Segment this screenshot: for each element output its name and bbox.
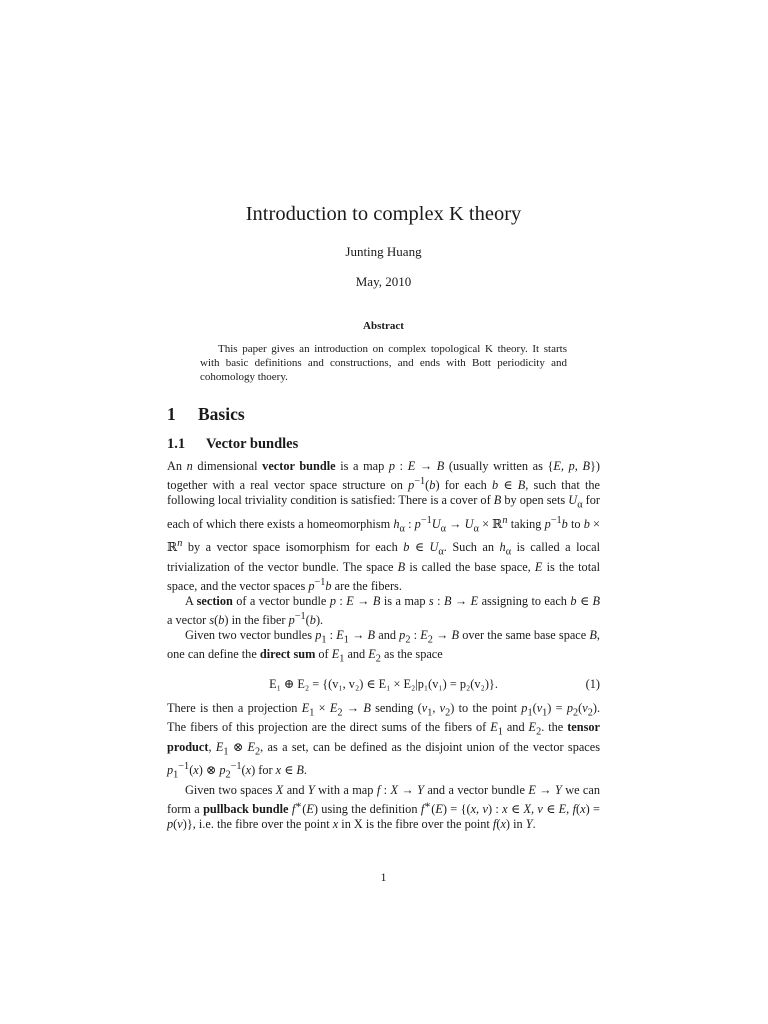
subsection-heading [167,434,298,454]
section-title: Basics [198,404,245,424]
section-heading [167,402,245,426]
subsection-title: Vector bundles [206,436,299,452]
abstract-heading: Abstract [363,320,404,332]
paper-author: Junting Huang [345,244,422,259]
equation-1 [167,667,600,701]
subsection-number: 1.1 [167,436,186,452]
paper-page [167,0,600,1024]
section-number: 1 [167,404,176,424]
page-number: 1 [380,870,387,884]
paragraph-pullback: Given two spaces X and Y with a map f : X → Y and a vector bundle E → Y we can form a pullback bundle f∗(E) using the definition f∗(E) = {(x, v) : x ∈ X, v ∈ E, f(x) = p(v)}, i.e. the fibre over the point x in X is the fibre over the point f(x) in Y. [167,782,600,831]
equation-number: (1) [585,676,600,691]
equation-text: E₁ ⊕ E₂ = {(v₁, v₂) ∈ E₁ × E₂|p₁(v₁) = p₂(v₂)}. [269,676,498,691]
paper-date: May, 2010 [355,274,412,289]
section-body [167,459,600,832]
paragraph-direct-sum: Given two vector bundles $p_1$ : $E_1 \to B$ and $p_2$ : $E_2 \to B$ over the same base space B, one can define the direct sum of $E_1$ and $E_2$ as the space [167,627,600,665]
paragraph-vector-bundle: An n dimensional vector bundle is a map p : E → B (usually written as {E, p, B}) together with a real vector space structure on $p^{-1}(b)$ for each b ∈ B, such that the following local triviality condition is satisfied: There is a cover of B by open sets $U_\alpha$ for each of which there exists a homeomorphism $h_\alpha$ : $p^{-1}U_\alpha \to U_\alpha$ × ℝ$^n$ taking $p^{-1}b$ to b × ℝ$^n$ by a vector space isomorphism for each b ∈ $U_\alpha$. Such an $h_\alpha$ is called a local trivialization of the vector bundle. The space B is called the base space, E is the total space, and the vector spaces $p^{-1}b$ are the fibers. [167,459,600,593]
abstract-text-content: This paper gives an introduction on complex topological K theory. It starts with basic definitions and constructions, and ends with Bott periodicity and cohomology thoery. [200,343,567,384]
paragraph-tensor-product: There is then a projection $E_1 \times E_2 \to B$ sending ($v_1$, $v_2$) to the point $p_1(v_1) = p_2(v_2)$. The fibers of this projection are the direct sums of the fibers of $E_1$ and $E_2$. the tensor product, $E_1$ ⊗ $E_2$, as a set, can be defined as the disjoint union of the vector spaces $p_1^{-1}(x)$ ⊗ $p_2^{-1}(x)$ for x ∈ B. [167,700,601,781]
paper-title: Introduction to complex K theory [245,203,522,225]
paragraph-section: A section of a vector bundle p : E → B is a map s : B → E assigning to each b ∈ B a vector s(b) in the fiber $p^{-1}(b)$. [167,593,600,627]
abstract-text [200,342,567,385]
